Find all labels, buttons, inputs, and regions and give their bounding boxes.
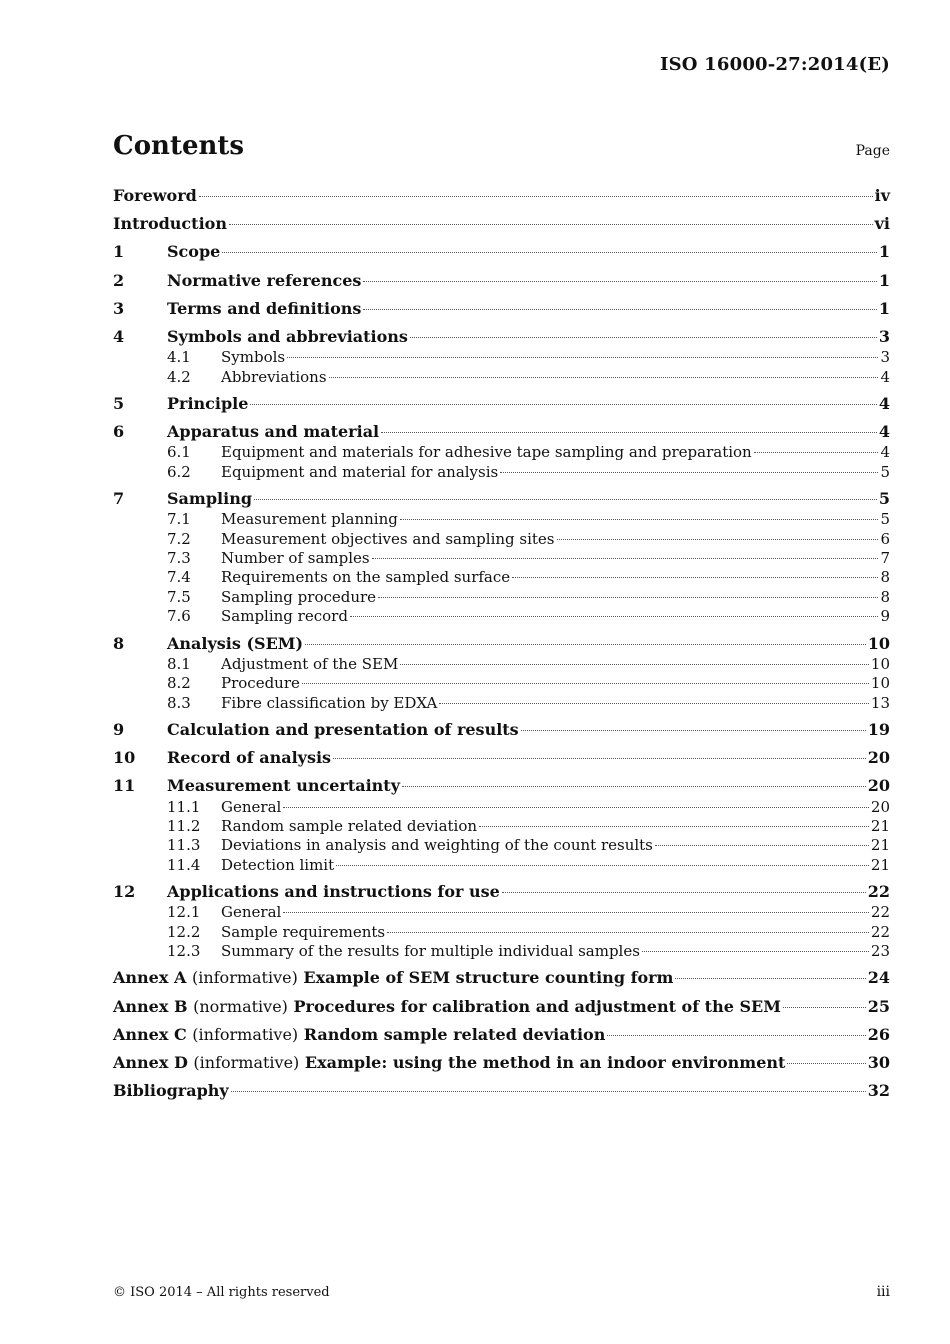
toc-title: Random sample related deviation: [221, 816, 478, 835]
toc-entry-subsection[interactable]: [113, 942, 890, 961]
toc-number: 7.6: [167, 607, 191, 626]
toc-number: 3: [113, 298, 125, 318]
toc-page: 20: [870, 797, 890, 816]
toc-title: Terms and definitions: [167, 298, 362, 318]
toc-entry-subsection[interactable]: [113, 817, 890, 836]
dot-leader: [502, 892, 866, 893]
toc-number: 8.3: [167, 693, 191, 712]
toc-entry-subsection[interactable]: [113, 856, 890, 875]
dot-leader: [329, 377, 879, 378]
dot-leader: [363, 309, 876, 310]
toc-page: 8: [880, 568, 890, 587]
toc-page: 10: [870, 674, 890, 693]
toc-entry-bibliography[interactable]: [113, 1074, 890, 1102]
toc-title: Deviations in analysis and weighting of the count results: [221, 836, 653, 855]
toc-number: 2: [113, 270, 125, 290]
toc-number: 7.5: [167, 587, 191, 606]
toc-page: 22: [870, 922, 890, 941]
toc-title: Procedure: [221, 674, 300, 693]
toc-page: 21: [870, 836, 890, 855]
toc-page: vi: [874, 214, 890, 234]
toc-number: 6.2: [167, 462, 191, 481]
toc-number: 12: [113, 882, 136, 902]
toc-entry-subsection[interactable]: [113, 798, 890, 817]
dot-leader: [783, 1007, 866, 1008]
copyright-notice: © ISO 2014 – All rights reserved: [113, 1285, 330, 1300]
toc-title: Example of SEM structure counting form: [303, 968, 674, 988]
dot-leader: [378, 597, 878, 598]
table-of-contents: [113, 185, 890, 1102]
dot-leader: [287, 357, 878, 358]
toc-title: Apparatus and material: [167, 422, 380, 442]
toc-entry-introduction[interactable]: [113, 207, 890, 235]
toc-entry-subsection[interactable]: [113, 655, 890, 674]
toc-title: Measurement planning: [221, 510, 398, 529]
toc-title: Sampling procedure: [221, 587, 377, 606]
toc-number: 8: [113, 633, 125, 653]
dot-leader: [363, 281, 876, 282]
toc-title: Record of analysis: [167, 748, 332, 768]
toc-number: 6: [113, 422, 125, 442]
toc-entry-section[interactable]: [113, 235, 890, 263]
toc-entry-subsection[interactable]: [113, 694, 890, 713]
toc-title: Equipment and materials for adhesive tape sampling and preparation: [221, 443, 752, 462]
dot-leader: [439, 703, 869, 704]
toc-entry-subsection[interactable]: [113, 368, 890, 387]
toc-title: Requirements on the sampled surface: [221, 568, 511, 587]
toc-entry-section[interactable]: [113, 387, 890, 415]
toc-page: 9: [880, 607, 890, 626]
toc-title: Equipment and material for analysis: [221, 462, 499, 481]
toc-entry-section[interactable]: [113, 292, 890, 320]
toc-title: Number of samples: [221, 549, 370, 568]
toc-page: 1: [878, 242, 890, 262]
dot-leader: [400, 519, 879, 520]
toc-page: 5: [878, 489, 890, 509]
toc-title: Foreword: [113, 186, 197, 205]
toc-title: Introduction: [113, 214, 227, 234]
toc-title: Detection limit: [221, 855, 335, 874]
annex-label: Annex D: [113, 1053, 188, 1072]
toc-entry-section[interactable]: [113, 627, 890, 655]
dot-leader: [283, 807, 869, 808]
toc-page: 7: [880, 549, 890, 568]
toc-page: 30: [867, 1053, 890, 1072]
dot-leader: [350, 616, 879, 617]
toc-entry-subsection[interactable]: [113, 903, 890, 922]
dot-leader: [305, 644, 866, 645]
toc-entry-subsection[interactable]: [113, 588, 890, 607]
toc-entry-subsection[interactable]: [113, 463, 890, 482]
toc-entry-section[interactable]: [113, 741, 890, 769]
toc-page: 22: [867, 882, 890, 902]
toc-number: 7.3: [167, 549, 191, 568]
toc-entry-subsection[interactable]: [113, 568, 890, 587]
toc-entry-section[interactable]: [113, 713, 890, 741]
dot-leader: [754, 452, 879, 453]
toc-entry-section[interactable]: [113, 415, 890, 443]
annex-label: Annex A: [113, 968, 187, 988]
dot-leader: [787, 1063, 865, 1064]
toc-entry-subsection[interactable]: [113, 530, 890, 549]
dot-leader: [254, 499, 877, 500]
dot-leader: [231, 1091, 866, 1092]
toc-title: Random sample related deviation: [303, 1024, 606, 1044]
toc-page: 5: [880, 510, 890, 529]
dot-leader: [410, 337, 877, 338]
toc-number: 8.2: [167, 674, 191, 693]
toc-number: 4.2: [167, 367, 191, 386]
toc-number: 5: [113, 393, 125, 413]
toc-number: 11.4: [167, 855, 201, 874]
toc-page: 19: [867, 719, 890, 739]
toc-entry-subsection[interactable]: [113, 607, 890, 626]
page-number: iii: [876, 1284, 890, 1300]
dot-leader: [222, 252, 877, 253]
toc-page: iv: [874, 186, 890, 205]
toc-entry-section[interactable]: [113, 264, 890, 292]
toc-page: 8: [880, 587, 890, 606]
page-column-label: Page: [855, 143, 890, 159]
toc-page: 25: [867, 996, 890, 1016]
toc-title: Applications and instructions for use: [167, 882, 500, 902]
dot-leader: [381, 432, 877, 433]
dot-leader: [500, 472, 878, 473]
toc-page: 20: [867, 776, 890, 796]
annex-label: Annex C: [113, 1024, 187, 1044]
toc-page: 32: [867, 1081, 890, 1101]
toc-entry-subsection[interactable]: [113, 549, 890, 568]
toc-title: Sampling record: [221, 607, 348, 626]
toc-page: 10: [867, 633, 890, 653]
toc-entry-annex-a[interactable]: [113, 961, 890, 989]
toc-entry-annex-c[interactable]: [113, 1018, 890, 1046]
dot-leader: [607, 1035, 865, 1036]
annex-kind: (normative): [193, 996, 288, 1016]
toc-page: 4: [878, 422, 890, 442]
dot-leader: [302, 683, 869, 684]
toc-number: 1: [113, 242, 125, 262]
toc-page: 26: [867, 1024, 890, 1044]
toc-title: Symbols and abbreviations: [167, 326, 408, 346]
toc-title: Calculation and presentation of results: [167, 719, 519, 739]
toc-title: Analysis (SEM): [167, 633, 304, 653]
annex-kind: (informative): [191, 968, 298, 988]
toc-title: Summary of the results for multiple individual samples: [221, 942, 640, 961]
dot-leader: [333, 758, 866, 759]
dot-leader: [402, 786, 866, 787]
annex-label: Annex B: [113, 996, 188, 1016]
toc-page: 24: [867, 968, 890, 988]
dot-leader: [521, 730, 866, 731]
toc-title: Procedures for calibration and adjustment of the SEM: [293, 996, 781, 1016]
toc-entry-subsection[interactable]: [113, 348, 890, 367]
toc-title: General: [221, 903, 282, 922]
toc-number: 11: [113, 776, 136, 796]
toc-number: 12.1: [167, 903, 201, 922]
toc-page: 20: [867, 748, 890, 768]
toc-entry-section[interactable]: [113, 875, 890, 903]
document-id: ISO 16000-27:2014(E): [659, 54, 890, 75]
toc-title: Scope: [167, 242, 221, 262]
toc-page: 4: [880, 367, 890, 386]
toc-entry-section[interactable]: [113, 482, 890, 510]
toc-entry-foreword[interactable]: [113, 185, 890, 207]
toc-title: Bibliography: [113, 1081, 229, 1101]
dot-leader: [199, 196, 873, 197]
dot-leader: [229, 224, 873, 225]
toc-page: 3: [878, 326, 890, 346]
toc-number: 12.2: [167, 922, 201, 941]
toc-page: 6: [880, 529, 890, 548]
toc-title: Measurement objectives and sampling sites: [221, 529, 555, 548]
toc-page: 1: [878, 298, 890, 318]
annex-kind: (informative): [192, 1024, 299, 1044]
dot-leader: [250, 404, 876, 405]
toc-title: Adjustment of the SEM: [221, 654, 399, 673]
toc-page: 21: [870, 816, 890, 835]
toc-entry-subsection[interactable]: [113, 510, 890, 529]
toc-title: Sample requirements: [221, 922, 386, 941]
toc-title: Normative references: [167, 270, 362, 290]
dot-leader: [283, 912, 869, 913]
dot-leader: [675, 978, 865, 979]
dot-leader: [642, 951, 869, 952]
toc-title: Symbols: [221, 348, 286, 367]
toc-page: 3: [880, 348, 890, 367]
toc-number: 4: [113, 326, 125, 346]
toc-number: 7.4: [167, 568, 191, 587]
dot-leader: [655, 845, 869, 846]
toc-page: 5: [880, 462, 890, 481]
toc-number: 11.2: [167, 816, 201, 835]
toc-page: 10: [870, 654, 890, 673]
dot-leader: [479, 826, 869, 827]
toc-entry-subsection[interactable]: [113, 674, 890, 693]
toc-entry-annex-d[interactable]: [113, 1046, 890, 1074]
toc-number: 7.2: [167, 529, 191, 548]
toc-page: 4: [878, 393, 890, 413]
toc-page: 4: [880, 443, 890, 462]
dot-leader: [512, 577, 878, 578]
toc-title: General: [221, 797, 282, 816]
toc-entry-subsection[interactable]: [113, 836, 890, 855]
toc-title: Sampling: [167, 489, 253, 509]
dot-leader: [557, 539, 879, 540]
toc-page: 23: [870, 942, 890, 961]
toc-number: 11.3: [167, 836, 201, 855]
toc-page: 22: [870, 903, 890, 922]
dot-leader: [400, 664, 869, 665]
toc-number: 9: [113, 719, 125, 739]
toc-title: Example: using the method in an indoor environment: [304, 1053, 786, 1072]
toc-number: 10: [113, 748, 136, 768]
dot-leader: [336, 865, 869, 866]
toc-title: Abbreviations: [221, 367, 327, 386]
toc-number: 7: [113, 489, 125, 509]
toc-number: 12.3: [167, 942, 201, 961]
toc-entry-section[interactable]: [113, 320, 890, 348]
toc-entry-annex-b[interactable]: [113, 990, 890, 1018]
toc-title: Principle: [167, 393, 249, 413]
toc-number: 7.1: [167, 510, 191, 529]
toc-page: 1: [878, 270, 890, 290]
toc-number: 11.1: [167, 797, 201, 816]
contents-heading: Contents: [113, 131, 245, 161]
toc-number: 6.1: [167, 443, 191, 462]
dot-leader: [387, 932, 869, 933]
toc-page: 13: [870, 693, 890, 712]
toc-entry-subsection[interactable]: [113, 923, 890, 942]
toc-title: Measurement uncertainty: [167, 776, 400, 796]
toc-title: Fibre classification by EDXA: [221, 693, 438, 712]
dot-leader: [372, 558, 879, 559]
toc-entry-subsection[interactable]: [113, 443, 890, 462]
annex-kind: (informative): [193, 1053, 300, 1072]
toc-number: 8.1: [167, 654, 191, 673]
toc-page: 21: [870, 855, 890, 874]
toc-entry-section[interactable]: [113, 769, 890, 797]
toc-number: 4.1: [167, 348, 191, 367]
